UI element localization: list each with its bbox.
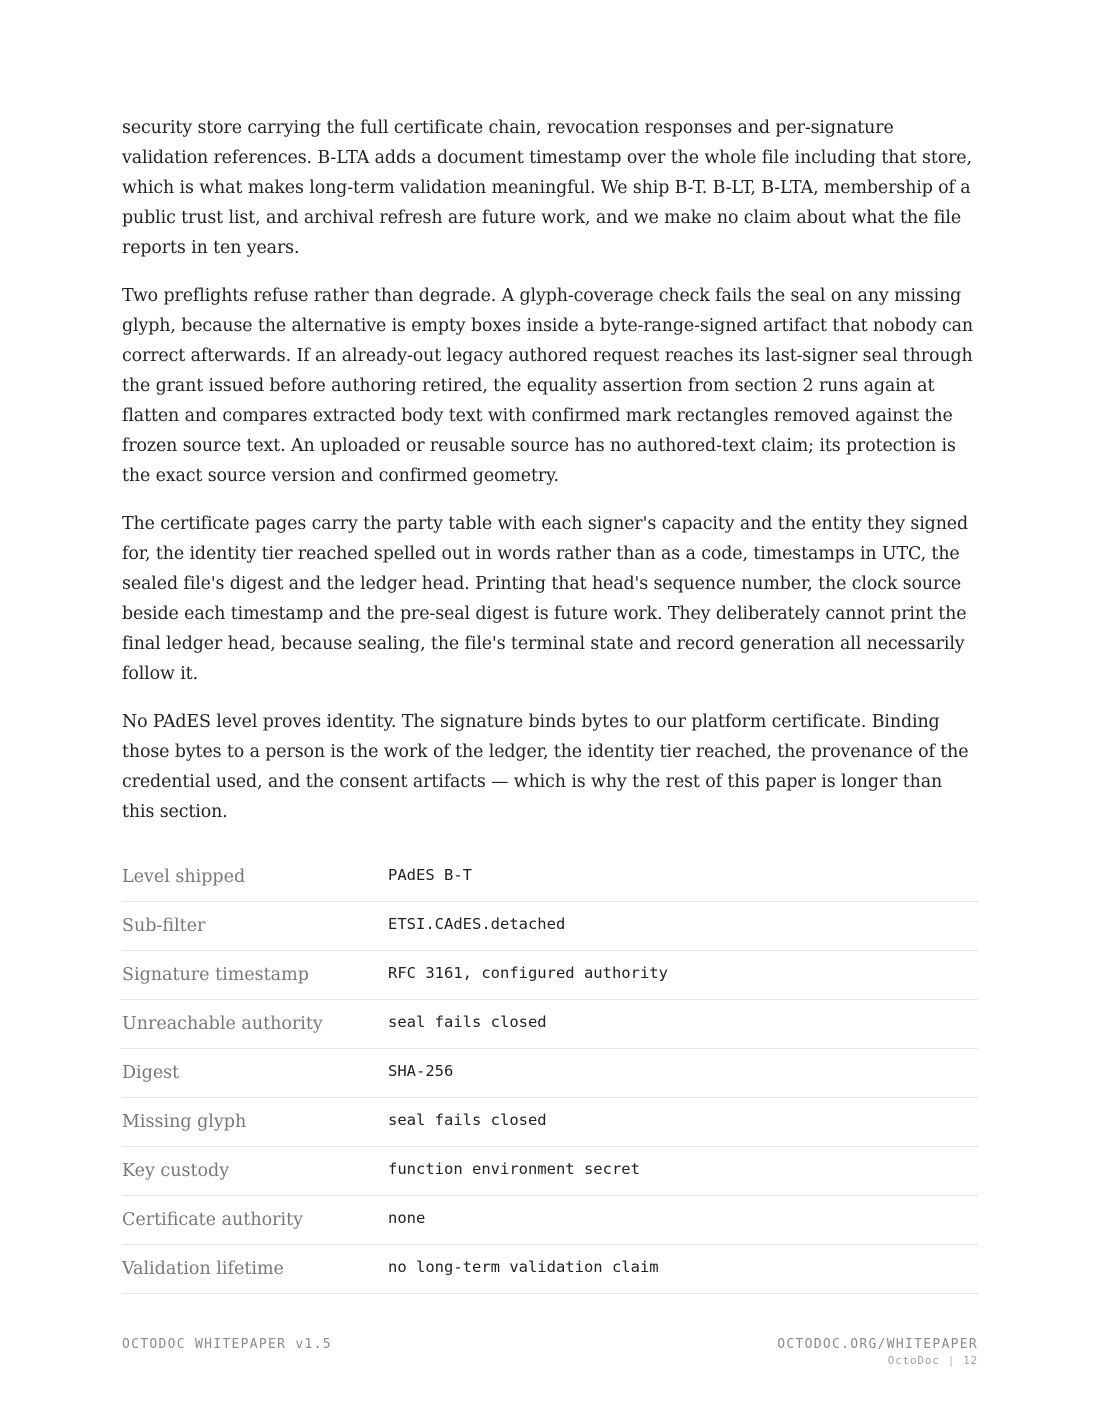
spec-table: [122, 853, 978, 1294]
row-value: seal fails closed: [388, 1096, 978, 1145]
row-label: Signature timestamp: [122, 951, 388, 1000]
table-row: [122, 853, 978, 902]
body-paragraph: Two preflights refuse rather than degrade. A glyph-coverage check fails the seal on any missing glyph, because the alternative is empty boxes inside a byte-range-signed artifact that nobody can correct afterwards. If an already-out legacy authored request reaches its last-signer seal through the grant issued before authoring retired, the equality assertion from section 2 runs again at flatten and compares extracted body text with confirmed mark rectangles removed against the frozen source text. An uploaded or reusable source has no authored-text claim; its protection is the exact source version and confirmed geometry.: [122, 286, 974, 486]
row-value: seal fails closed: [388, 998, 978, 1047]
table-row: [122, 1147, 978, 1196]
table-row: [122, 951, 978, 1000]
row-value: ETSI.CAdES.detached: [388, 900, 978, 949]
page-number: 12: [963, 1354, 978, 1367]
row-label: Sub-filter: [122, 902, 388, 951]
row-label: Missing glyph: [122, 1098, 388, 1147]
footer-meta: [777, 1353, 978, 1369]
footer-brand: OctoDoc: [887, 1354, 940, 1367]
table-row: [122, 1049, 978, 1098]
footer-url[interactable]: OCTODOC.ORG/WHITEPAPER: [777, 1337, 978, 1352]
document-page: [122, 113, 978, 1294]
row-value: SHA-256: [388, 1047, 978, 1096]
row-label: Certificate authority: [122, 1196, 388, 1245]
table-row: [122, 1098, 978, 1147]
row-value: none: [388, 1194, 978, 1243]
table-row: [122, 1196, 978, 1245]
row-label: Digest: [122, 1049, 388, 1098]
table-row: [122, 1245, 978, 1294]
body-paragraph: The certificate pages carry the party table with each signer's capacity and the entity they signed for, the identity tier reached spelled out in words rather than as a code, timestamps in UTC, the sealed file's digest and the ledger head. Printing that head's sequence number, the clock source beside each timestamp and the pre-seal digest is future work. They deliberately cannot print the final ledger head, because sealing, the file's terminal state and record generation all necessarily follow it.: [122, 514, 969, 684]
row-label: Unreachable authority: [122, 1000, 388, 1049]
row-value: PAdES B-T: [388, 851, 978, 900]
table-row: [122, 1000, 978, 1049]
row-label: Validation lifetime: [122, 1245, 388, 1294]
row-label: Key custody: [122, 1147, 388, 1196]
row-value: function environment secret: [388, 1145, 978, 1194]
row-label: Level shipped: [122, 853, 388, 902]
footer-right: [777, 1337, 978, 1369]
body-paragraph: security store carrying the full certificate chain, revocation responses and per-signature validation references. B-LTA adds a document timestamp over the whole file including that store, which is what makes long-term validation meaningful. We ship B-T. B-LT, B-LTA, membership of a public trust list, and archival refresh are future work, and we make no claim about what the file reports in ten years.: [122, 118, 972, 258]
body-paragraph: No PAdES level proves identity. The signature binds bytes to our platform certificate. Binding those bytes to a person is the work of the ledger, the identity tier reached, the provenance of the credential used, and the consent artifacts — which is why the rest of this paper is longer than this section.: [122, 712, 969, 822]
footer-document-title: OCTODOC WHITEPAPER v1.5: [122, 1337, 332, 1352]
row-value: RFC 3161, configured authority: [388, 949, 978, 998]
table-row: [122, 902, 978, 951]
row-value: no long-term validation claim: [388, 1243, 978, 1292]
footer-separator: |: [947, 1354, 956, 1367]
